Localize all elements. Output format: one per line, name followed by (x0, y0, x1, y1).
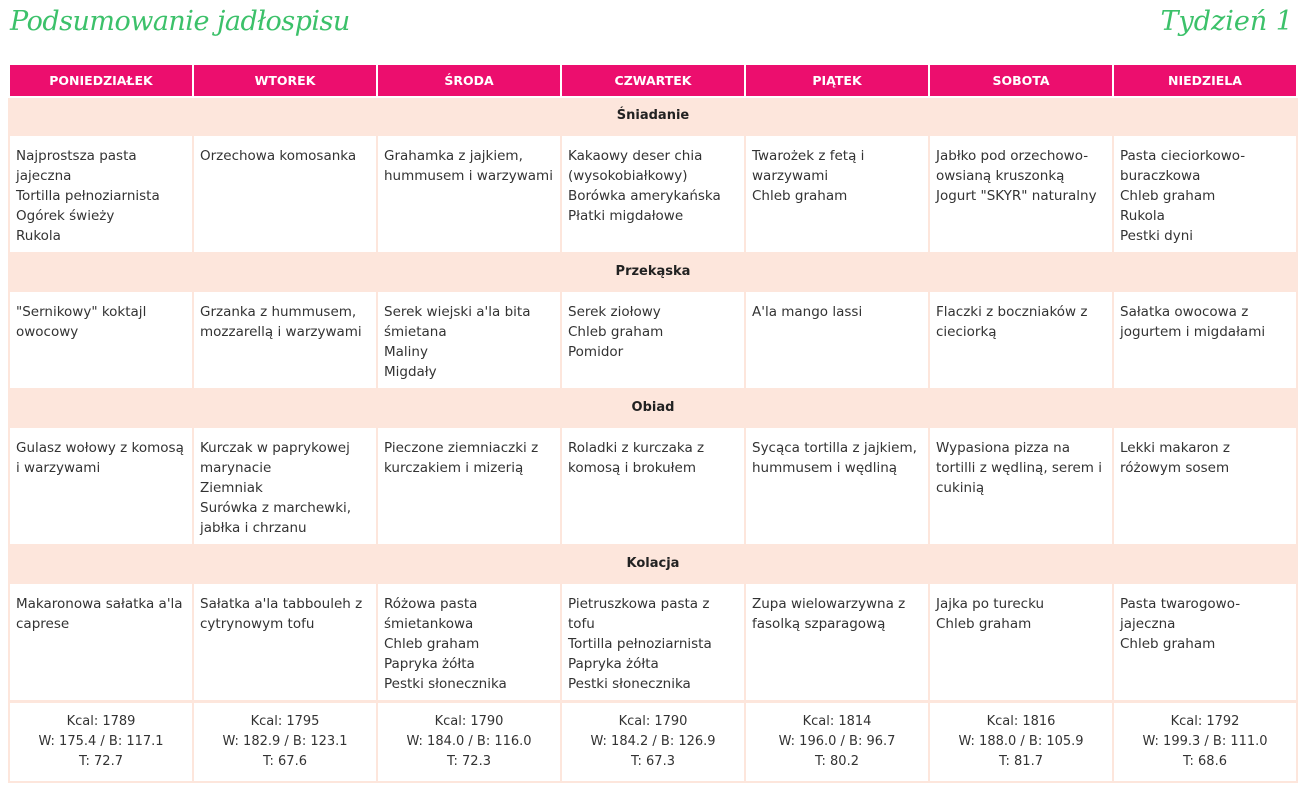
section-label: Śniadanie (9, 97, 1297, 135)
meal-item: Papryka żółta (384, 656, 475, 672)
meal-item: Ogórek świeży (16, 208, 115, 224)
day-header-friday: PIĄTEK (745, 65, 929, 97)
meal-cell (9, 135, 193, 253)
meal-cell (745, 291, 929, 389)
totals-wb: W: 184.0 / B: 116.0 (406, 734, 532, 749)
day-header-wednesday: ŚRODA (377, 65, 561, 97)
meal-cell (9, 291, 193, 389)
meal-item: Pasta twarogowo-jajeczna (1120, 596, 1241, 632)
meal-item: Chleb graham (1120, 636, 1216, 652)
meal-item: "Sernikowy" koktajl owocowy (16, 304, 147, 340)
meal-cell (1113, 291, 1297, 389)
meal-item: Serek ziołowy (568, 304, 661, 320)
meal-item: Makaronowa sałatka a'la caprese (16, 596, 183, 632)
meal-item: Borówka amerykańska (568, 188, 721, 204)
section-label: Obiad (9, 389, 1297, 427)
meal-item: Surówka z marchewki, jabłka i chrzanu (200, 500, 352, 536)
meal-item: Lekki makaron z różowym sosem (1120, 440, 1230, 476)
meal-cell (377, 291, 561, 389)
day-header-saturday: SOBOTA (929, 65, 1113, 97)
meal-item: Pasta cieciorkowo-buraczkowa (1120, 148, 1246, 184)
meal-item: Sycąca tortilla z jajkiem, hummusem i wędliną (752, 440, 917, 476)
meal-cell (9, 583, 193, 702)
meal-item: Pieczone ziemniaczki z kurczakiem i mizerią (384, 440, 539, 476)
meal-item: Kakaowy deser chia (wysokobiałkowy) (568, 148, 703, 184)
meal-item: Flaczki z boczniaków z cieciorką (936, 304, 1088, 340)
meal-cell (929, 135, 1113, 253)
meal-item: Jajka po turecku (936, 596, 1045, 612)
meal-item: Migdały (384, 364, 437, 380)
totals-kcal: Kcal: 1789 (66, 714, 136, 729)
meal-cell (745, 427, 929, 545)
totals-t: T: 80.2 (815, 754, 859, 769)
meal-item: Tortilla pełnoziarnista (568, 636, 712, 652)
totals-kcal: Kcal: 1816 (986, 714, 1056, 729)
meal-item: Różowa pasta śmietankowa (384, 596, 478, 632)
section-label: Przekąska (9, 253, 1297, 291)
meal-item: Jabłko pod orzechowo-owsianą kruszonką (936, 148, 1089, 184)
meal-item: Orzechowa komosanka (200, 148, 357, 164)
section-label: Kolacja (9, 545, 1297, 583)
meal-cell (561, 583, 745, 702)
meal-item: Rukola (16, 228, 61, 244)
meal-item: Serek wiejski a'la bita śmietana (384, 304, 531, 340)
meal-item: Płatki migdałowe (568, 208, 684, 224)
meal-item: Maliny (384, 344, 428, 360)
totals-t: T: 72.7 (79, 754, 123, 769)
day-totals-cell (193, 702, 377, 783)
meal-item: Grahamka z jajkiem, hummusem i warzywami (384, 148, 553, 184)
meal-item: Sałatka owocowa z jogurtem i migdałami (1120, 304, 1266, 340)
section-header-snack (9, 253, 1297, 291)
meal-item: Pestki dyni (1120, 228, 1194, 244)
meal-item: Grzanka z hummusem, mozzarellą i warzywami (200, 304, 362, 340)
meal-item: Chleb graham (568, 324, 664, 340)
meal-cell (1113, 583, 1297, 702)
totals-t: T: 67.6 (263, 754, 307, 769)
day-totals-cell (745, 702, 929, 783)
meal-item: Chleb graham (936, 616, 1032, 632)
meal-cell (1113, 427, 1297, 545)
meal-item: Pestki słonecznika (568, 676, 691, 692)
meal-cell (561, 427, 745, 545)
page-title: Podsumowanie jadłospisu (10, 6, 350, 37)
totals-t: T: 67.3 (631, 754, 675, 769)
meal-cell (193, 427, 377, 545)
meal-item: Sałatka a'la tabbouleh z cytrynowym tofu (200, 596, 363, 632)
totals-wb: W: 175.4 / B: 117.1 (38, 734, 164, 749)
section-header-breakfast (9, 97, 1297, 135)
day-totals-cell (377, 702, 561, 783)
meal-item: Tortilla pełnoziarnista (16, 188, 160, 204)
meal-item: Rukola (1120, 208, 1165, 224)
totals-t: T: 72.3 (447, 754, 491, 769)
meal-row-lunch (9, 427, 1297, 545)
meal-item: Chleb graham (384, 636, 480, 652)
meal-item: Wypasiona pizza na tortilli z wędliną, serem i cukinią (936, 440, 1102, 496)
totals-kcal: Kcal: 1790 (618, 714, 688, 729)
totals-wb: W: 196.0 / B: 96.7 (778, 734, 896, 749)
totals-wb: W: 184.2 / B: 126.9 (590, 734, 716, 749)
week-label: Tydzień 1 (1160, 6, 1293, 37)
meal-cell (1113, 135, 1297, 253)
meal-item: Papryka żółta (568, 656, 659, 672)
day-header-sunday: NIEDZIELA (1113, 65, 1297, 97)
meal-body (9, 97, 1297, 702)
day-totals-cell (9, 702, 193, 783)
meal-item: Zupa wielowarzywna z fasolką szparagową (752, 596, 906, 632)
totals-kcal: Kcal: 1795 (250, 714, 320, 729)
meal-item: Chleb graham (1120, 188, 1216, 204)
meal-item: Pomidor (568, 344, 624, 360)
meal-cell (929, 427, 1113, 545)
day-header-tuesday: WTOREK (193, 65, 377, 97)
meal-cell (9, 427, 193, 545)
meal-row-dinner (9, 583, 1297, 702)
meal-cell (193, 583, 377, 702)
days-header-row (9, 65, 1297, 97)
day-header-monday: PONIEDZIAŁEK (9, 65, 193, 97)
meal-cell (745, 135, 929, 253)
meal-row-snack (9, 291, 1297, 389)
meal-item: Roladki z kurczaka z komosą i brokułem (568, 440, 705, 476)
meal-cell (377, 427, 561, 545)
meal-item: Kurczak w paprykowej marynacie (200, 440, 350, 476)
day-totals-cell (1113, 702, 1297, 783)
day-header-thursday: CZWARTEK (561, 65, 745, 97)
meal-item: Pestki słonecznika (384, 676, 507, 692)
totals-wb: W: 182.9 / B: 123.1 (222, 734, 348, 749)
totals-kcal: Kcal: 1792 (1170, 714, 1240, 729)
meal-cell (193, 291, 377, 389)
totals-row (9, 702, 1297, 783)
meal-item: A'la mango lassi (752, 304, 863, 320)
day-totals-cell (929, 702, 1113, 783)
totals-kcal: Kcal: 1814 (802, 714, 872, 729)
totals-kcal: Kcal: 1790 (434, 714, 504, 729)
meal-cell (377, 583, 561, 702)
meal-cell (745, 583, 929, 702)
totals-t: T: 68.6 (1183, 754, 1227, 769)
totals-wb: W: 188.0 / B: 105.9 (958, 734, 1084, 749)
day-totals-cell (561, 702, 745, 783)
meal-item: Gulasz wołowy z komosą i warzywami (16, 440, 184, 476)
meal-item: Jogurt "SKYR" naturalny (936, 188, 1097, 204)
meal-item: Najprostsza pasta jajeczna (16, 148, 137, 184)
meal-cell (561, 135, 745, 253)
meal-cell (377, 135, 561, 253)
meal-cell (561, 291, 745, 389)
meal-row-breakfast (9, 135, 1297, 253)
meal-item: Ziemniak (200, 480, 263, 496)
meal-cell (193, 135, 377, 253)
meal-item: Pietruszkowa pasta z tofu (568, 596, 710, 632)
totals-t: T: 81.7 (999, 754, 1043, 769)
section-header-dinner (9, 545, 1297, 583)
section-header-lunch (9, 389, 1297, 427)
meal-cell (929, 583, 1113, 702)
meal-cell (929, 291, 1113, 389)
meal-plan-table (8, 65, 1298, 783)
totals-wb: W: 199.3 / B: 111.0 (1142, 734, 1268, 749)
meal-item: Twarożek z fetą i warzywami (752, 148, 865, 184)
meal-item: Chleb graham (752, 188, 848, 204)
